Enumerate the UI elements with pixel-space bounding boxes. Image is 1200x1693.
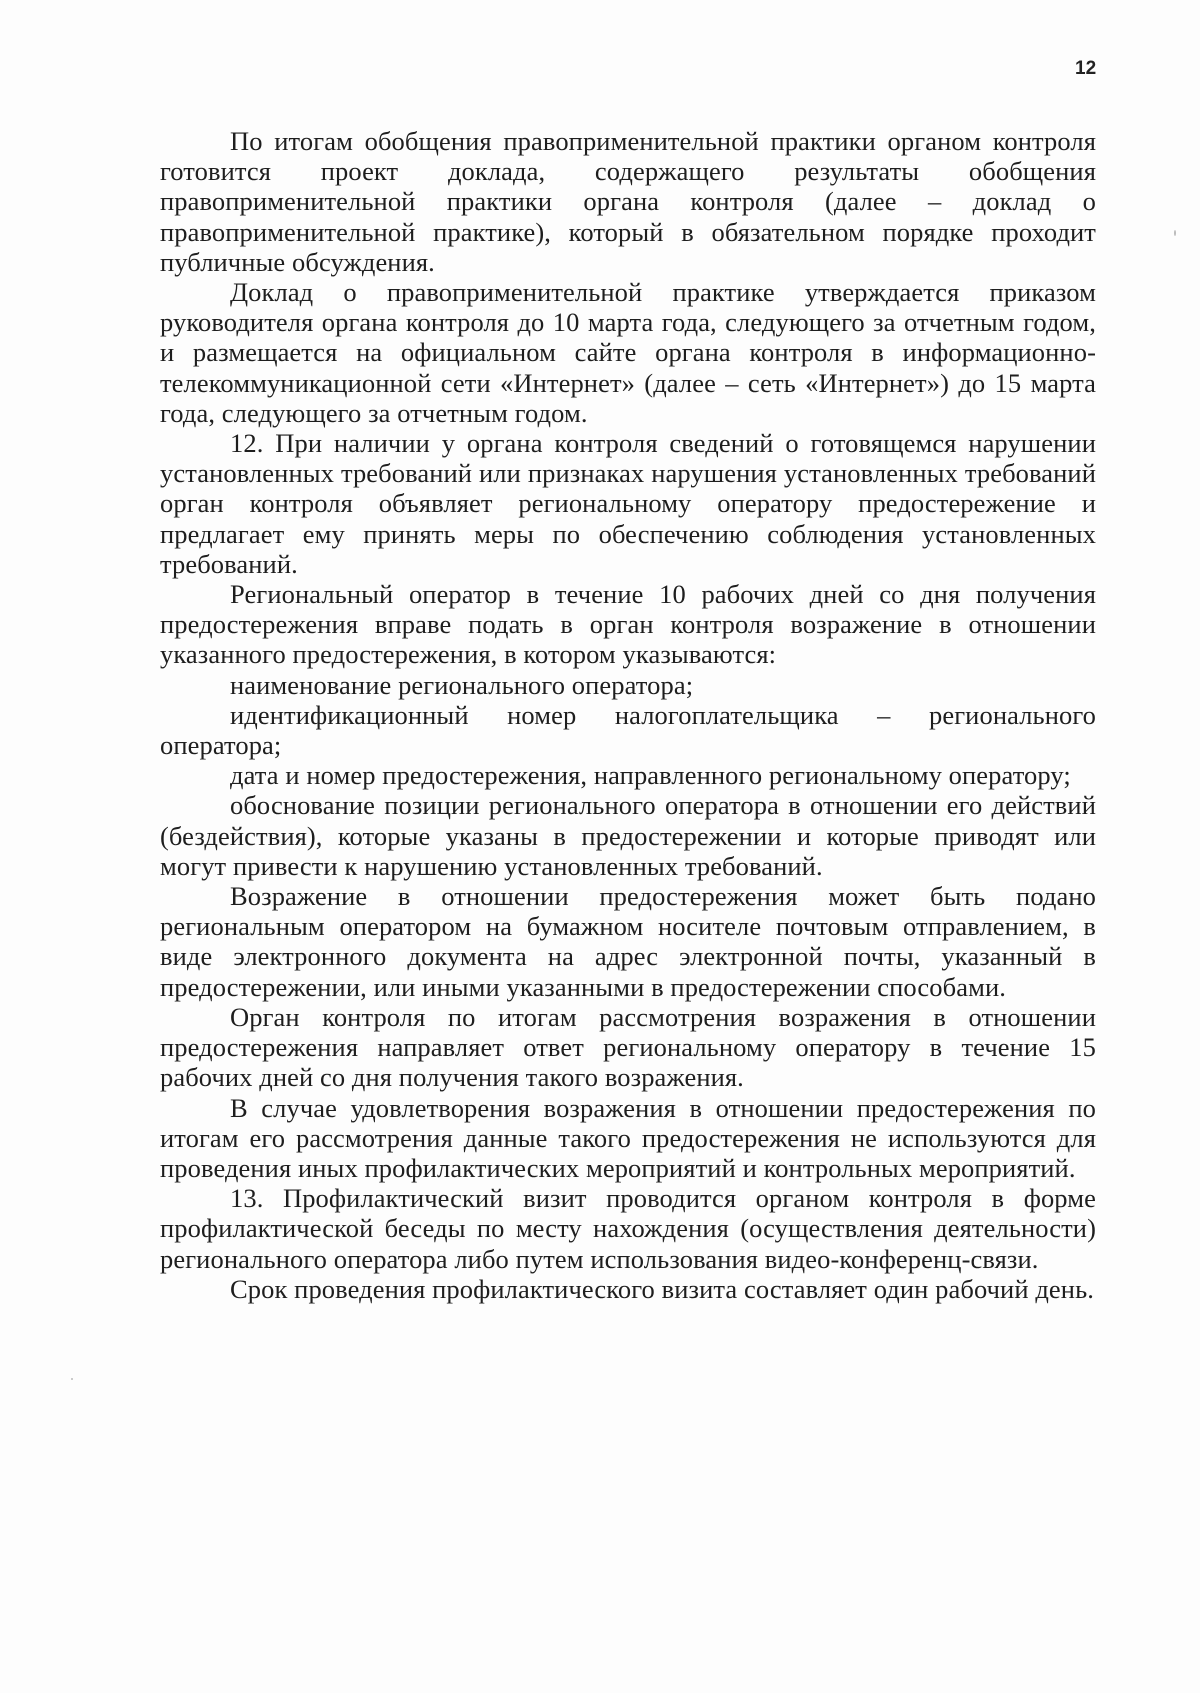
list-item-position-justification: обоснование позиции регионального оператора в отношении его действий (бездействия), которые указаны в предостережении и которые приводят или могут привести к нарушению установленных требований. [160,790,1096,881]
paragraph-practice-summary: По итогам обобщения правоприменительной практики органом контроля готовится проект доклада, содержащего результаты обобщения правоприменительной практики органа контроля (далее – доклад о правоприменительной практике), который в обязательном порядке проходит публичные обсуждения. [160,126,1096,277]
document-body [160,126,1096,1304]
page-number: 12 [1075,58,1097,79]
scan-artifact [1174,230,1176,236]
paragraph-item-12-warning: 12. При наличии у органа контроля сведений о готовящемся нарушении установленных требований или признаках нарушения установленных требований орган контроля объявляет региональному оператору предостережение и предлагает ему принять меры по обеспечению соблюдения установленных требований. [160,428,1096,579]
list-item-warning-date-number: дата и номер предостережения, направленного региональному оператору; [230,760,1071,791]
list-item-taxpayer-number: идентификационный номер налогоплательщика – регионального оператора; [160,699,1096,761]
scan-artifact [71,1378,73,1380]
list-item-operator-name: наименование регионального оператора; [230,669,694,700]
paragraph-item-13-visit: 13. Профилактический визит проводится органом контроля в форме профилактической беседы по месту нахождения (осуществления деятельности) регионального оператора либо путем использования видео-конференц-связи. [160,1183,1096,1274]
paragraph-objection-satisfaction: В случае удовлетворения возражения в отношении предостережения по итогам его рассмотрения данные такого предостережения не используются для проведения иных профилактических мероприятий и контрольных мероприятий. [160,1092,1096,1183]
paragraph-report-approval: Доклад о правоприменительной практике утверждается приказом руководителя органа контроля до 10 марта года, следующего за отчетным годом, и размещается на официальном сайте органа контроля в информационно-телекоммуникационной сети «Интернет» (далее – сеть «Интернет») до 15 марта года, следующего за отчетным годом. [160,277,1096,428]
paragraph-objection-submission: Возражение в отношении предостережения может быть подано региональным оператором на бумажном носителе почтовым отправлением, в виде электронного документа на адрес электронной почты, указанный в предостережении, или иными указанными в предостережении способами. [160,881,1096,1002]
paragraph-objection-response: Орган контроля по итогам рассмотрения возражения в отношении предостережения направляет ответ региональному оператору в течение 15 рабочих дней со дня получения такого возражения. [160,1001,1096,1093]
paragraph-visit-duration: Срок проведения профилактического визита составляет один рабочий день. [230,1273,1094,1304]
paragraph-objection-right: Региональный оператор в течение 10 рабочих дней со дня получения предостережения вправе подать в орган контроля возражение в отношении указанного предостережения, в котором указываются: [160,579,1096,670]
